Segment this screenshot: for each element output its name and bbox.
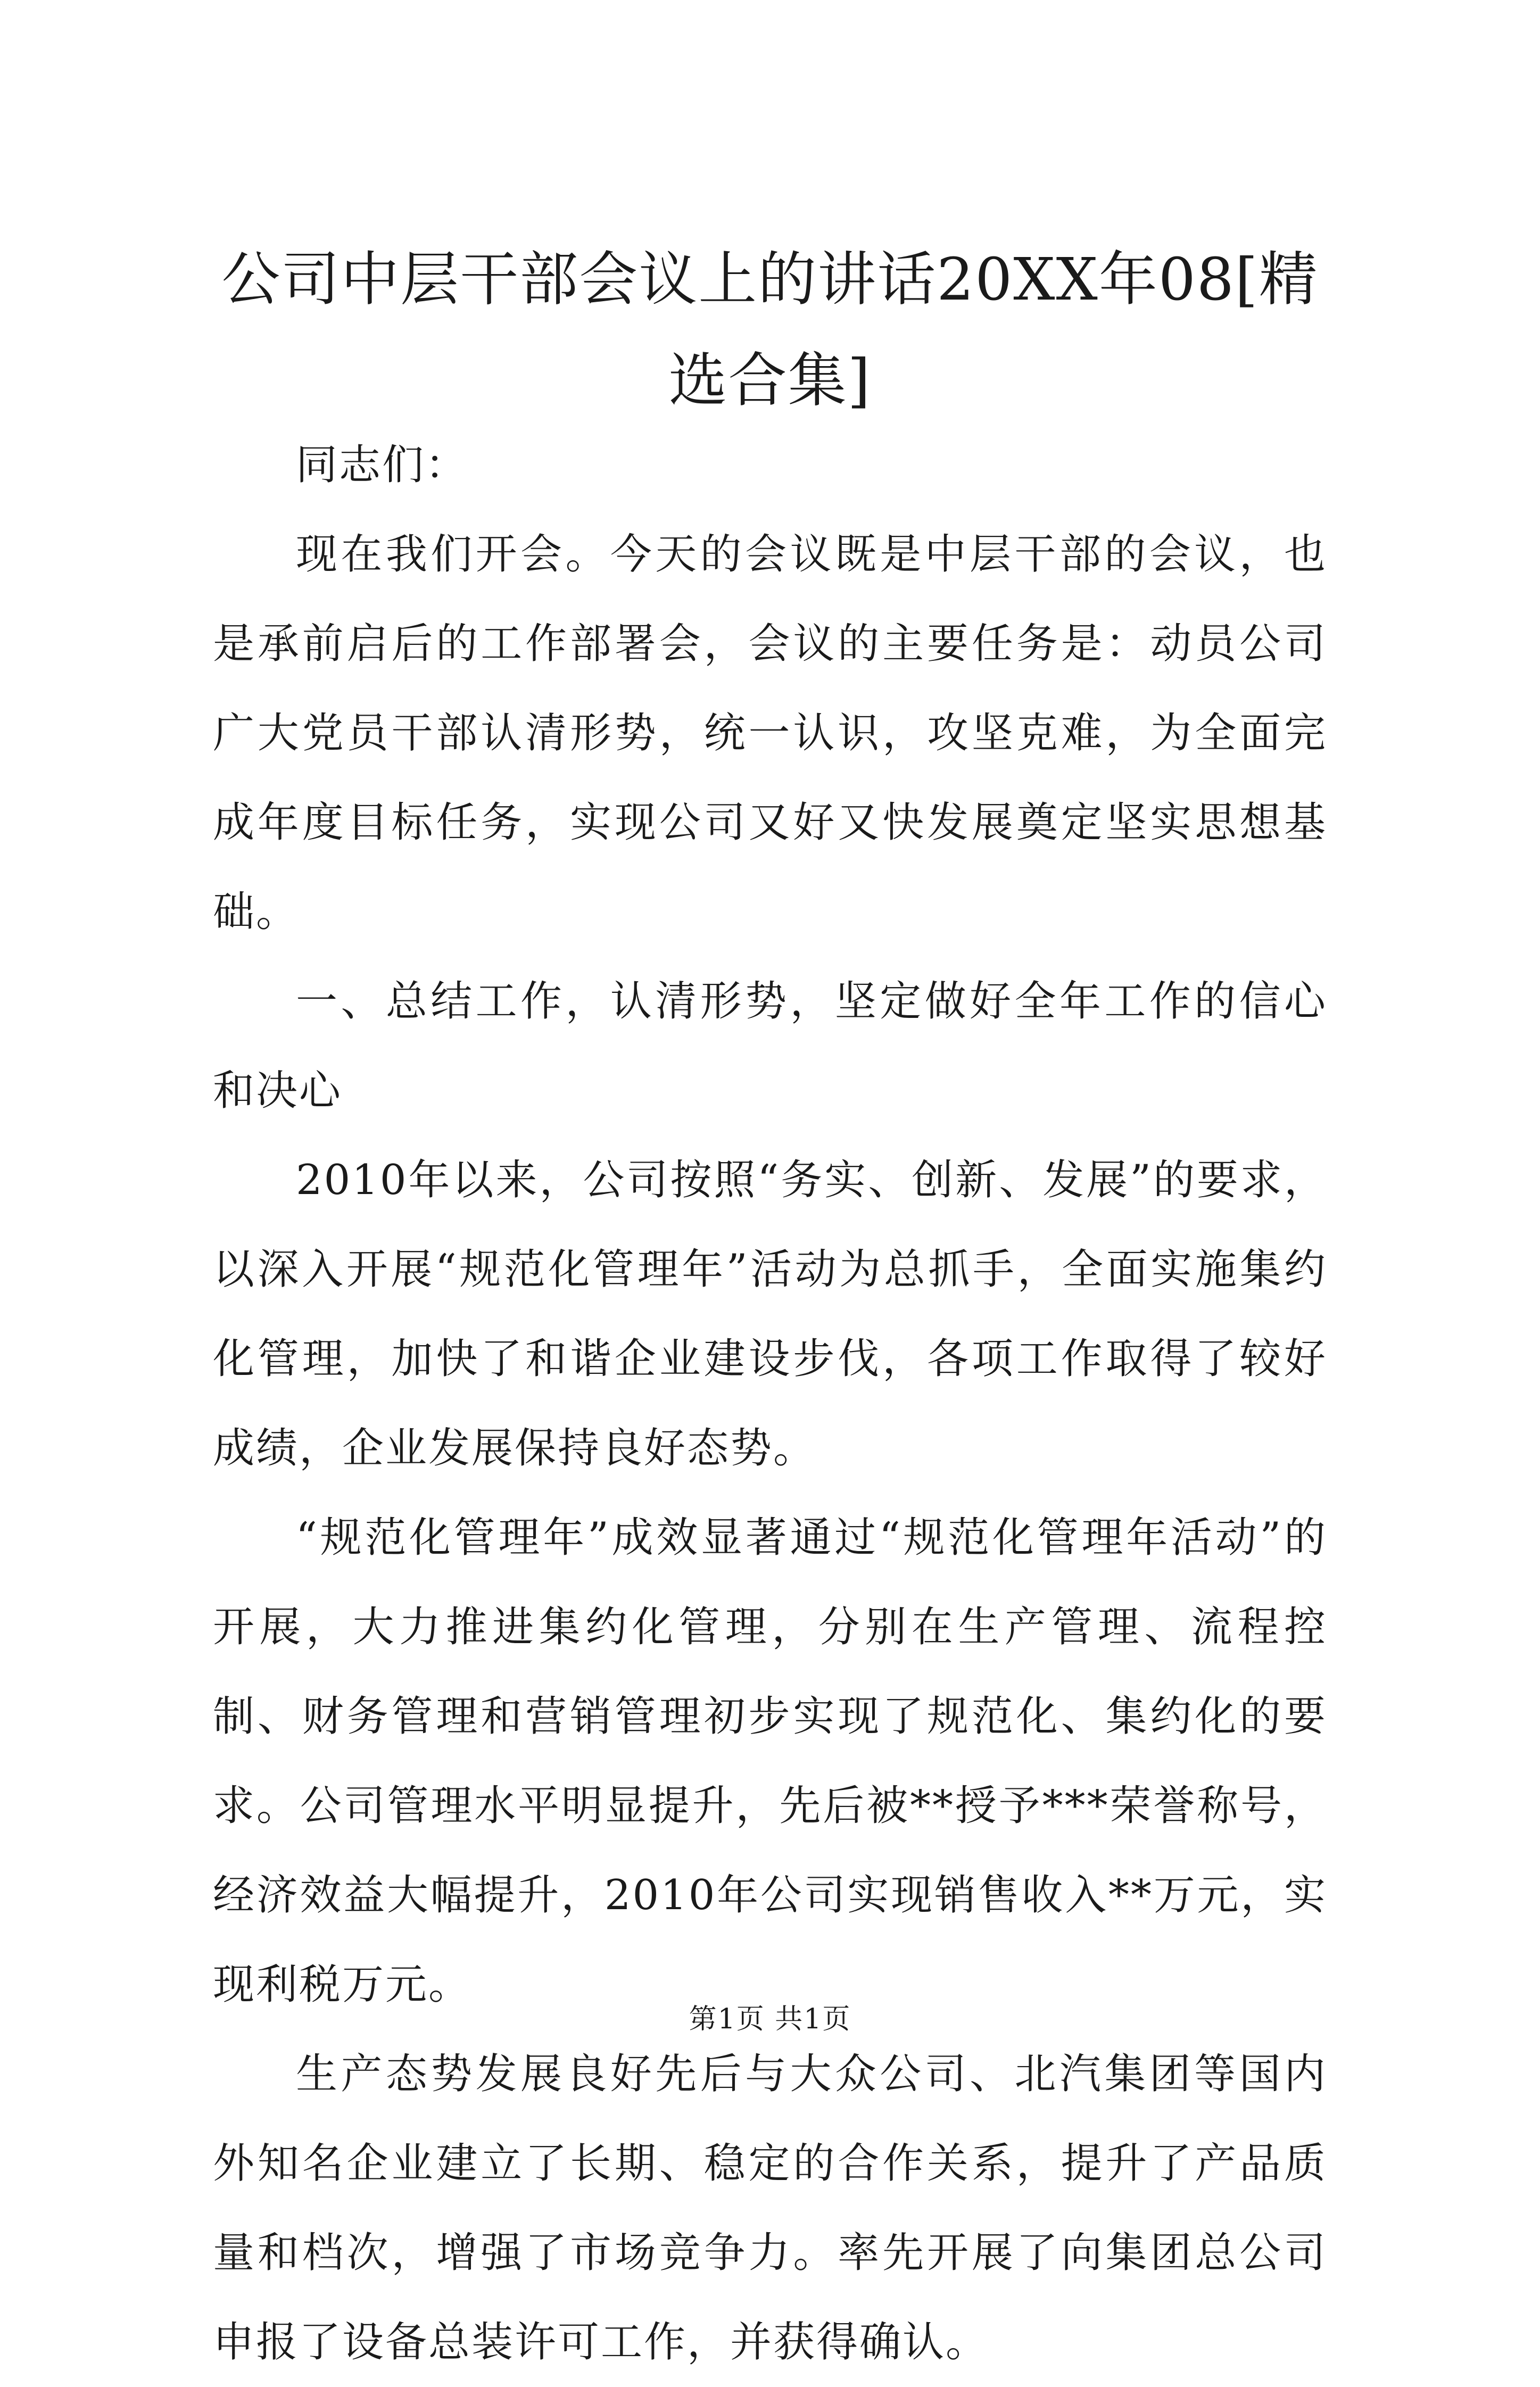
- paragraph-management-year: “规范化管理年”成效显著通过“规范化管理年活动”的开展，大力推进集约化管理，分别在生产管理、流程控制、财务管理和营销管理初步实现了规范化、集约化的要求。公司管理水平明显提升，先后被**授予***荣誉称号，经济效益大幅提升，2010年公司实现销售收入**万元，实现利税万元。: [213, 1514, 1327, 2009]
- document-title: 公司中层干部会议上的讲话20XX年08[精选合集]: [221, 245, 1319, 415]
- page-number-footer: 第1页 共1页: [689, 2003, 851, 2035]
- salutation: 同志们：: [296, 441, 469, 489]
- paragraph-2010-summary: 2010年以来，公司按照“务实、创新、发展”的要求，以深入开展“规范化管理年”活动为总抓手，全面实施集约化管理，加快了和谐企业建设步伐，各项工作取得了较好成绩，企业发展保持良好态势。: [213, 1156, 1327, 1472]
- paragraph-production: 生产态势发展良好先后与大众公司、北汽集团等国内外知名企业建立了长期、稳定的合作关系，提升了产品质量和档次，增强了市场竞争力。率先开展了向集团总公司申报了设备总装许可工作，并获得确认。: [213, 2050, 1327, 2366]
- document-body: [213, 420, 1327, 2387]
- section-heading-1: 一、总结工作，认清形势，坚定做好全年工作的信心和决心: [213, 977, 1327, 1115]
- paragraph-intro: 现在我们开会。今天的会议既是中层干部的会议，也是承前启后的工作部署会，会议的主要任务是：动员公司广大党员干部认清形势，统一认识，攻坚克难，为全面完成年度目标任务，实现公司又好又快发展奠定坚实思想基础。: [213, 531, 1327, 936]
